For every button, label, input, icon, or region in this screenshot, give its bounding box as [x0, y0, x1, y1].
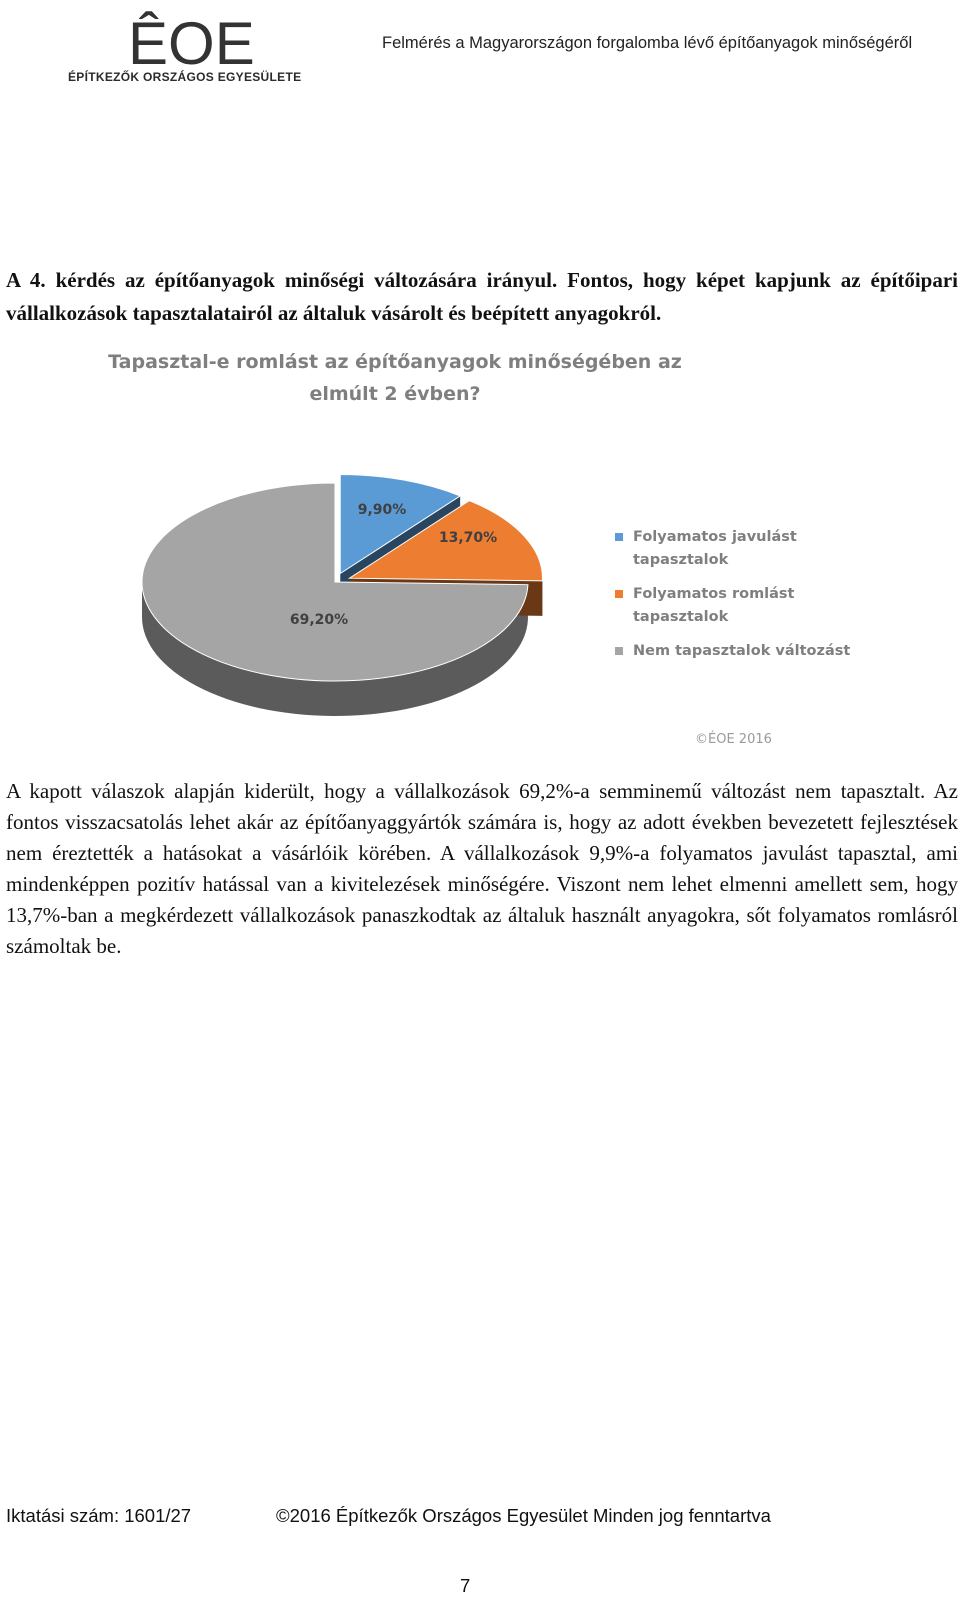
logo-subtitle: ÉPÍTKEZŐK ORSZÁGOS EGYESÜLETE	[68, 70, 302, 84]
chart-title	[105, 346, 685, 410]
logo-text: ÊOE	[128, 10, 255, 70]
legend-label: Nem tapasztalok változást	[633, 643, 851, 659]
footer-copyright: ©2016 Építkezők Országos Egyesület Minden jog fenntartva	[276, 1505, 771, 1526]
chart-legend	[615, 526, 885, 674]
legend-label: Folyamatos javulást	[633, 529, 797, 545]
intro-paragraph: A 4. kérdés az építőanyagok minőségi változására irányul. Fontos, hogy képet kapjunk az építőipari vállalkozások tapasztalatairól az általuk vásárolt és beépített anyagokról.	[6, 268, 958, 325]
legend-label: Folyamatos romlást	[633, 586, 795, 602]
pie-chart	[95, 342, 890, 772]
legend-label: tapasztalok	[633, 552, 729, 568]
legend-item-worsening	[615, 583, 885, 629]
pie-data-label: 13,70%	[438, 530, 498, 546]
legend-item-no-change	[615, 640, 885, 663]
pie-data-label: 9,90%	[357, 502, 407, 518]
footer-reference: Iktatási szám: 1601/27	[6, 1505, 192, 1526]
legend-item-improving	[615, 526, 885, 572]
header-title: Felmérés a Magyarországon forgalomba lévő építőanyagok minőségéről	[382, 34, 913, 52]
pie-slices	[142, 475, 542, 716]
pie-data-label: 69,20%	[289, 612, 349, 628]
chart-title-line1: Tapasztal-e romlást az építőanyagok minőségében az	[108, 351, 682, 373]
legend-label: tapasztalok	[633, 609, 729, 625]
logo	[68, 4, 302, 88]
eoe-logo-icon	[128, 4, 298, 70]
page-number: 7	[460, 1575, 471, 1596]
legend-swatch-gray	[615, 647, 623, 655]
legend-swatch-orange	[615, 590, 623, 598]
legend-swatch-blue	[615, 533, 623, 541]
body-paragraph: A kapott válaszok alapján kiderült, hogy a vállalkozások 69,2%-a semminemű változást nem tapasztalt. Az fontos visszacsatolás lehet akár az építőanyaggyártók számára is, hogy az adott években bevezetett fejlesztések nem éreztették a hatásokat a vásárlóik körében. A vállalkozások 9,9%-a folyamatos javulást tapasztal, ami mindenképpen pozitív hatással van a kivitelezések minőségére. Viszont nem lehet elmenni amellett sem, hogy 13,7%-ban a megkérdezett vállalkozások panaszkodtak az általuk használt anyagokra, sőt folyamatos romlásról számoltak be.	[6, 779, 958, 958]
chart-title-line2: elmúlt 2 évben?	[309, 383, 481, 405]
chart-copyright: ©ÉOE 2016	[695, 732, 772, 747]
